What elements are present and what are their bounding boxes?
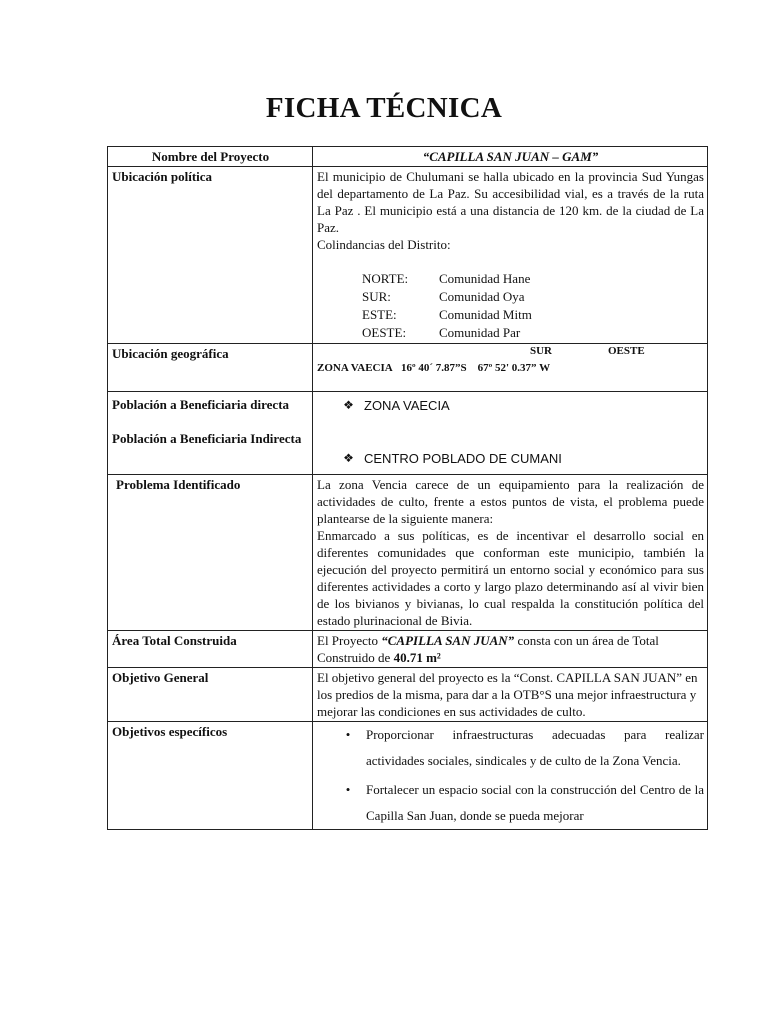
bullet-icon: •	[345, 727, 351, 742]
value-objetivo-general: El objetivo general del proyecto es la “Const. CAPILLA SAN JUAN” en los predios de la misma, para dar a la OTB°S una mejor infraestructura y mejorar las condiciones en sus actividades de culto.	[313, 668, 708, 722]
objetivo-item	[317, 722, 704, 774]
problema-text-2: Enmarcado a sus políticas, es de incentivar el desarrollo social en diferentes comunidades que conforman este municipio, también la ejecución del proyecto permitirá un entorno social y económico para sus diferentes actividades a corto y largo plazo determinando así al vivir bien de los bivianos y bivianas, lo cual respalda la constitución política del estado plurinacional de Bivia.	[317, 528, 704, 628]
colindancias-list	[362, 270, 704, 342]
bullet-icon: •	[345, 782, 351, 797]
area-pre: El Proyecto	[317, 633, 382, 648]
colindancia-name: Comunidad Oya	[439, 289, 525, 304]
colindancia-name: Comunidad Par	[439, 325, 521, 340]
colindancia-direction: SUR:	[362, 289, 391, 304]
label-ubicacion-politica: Ubicación política	[108, 167, 313, 344]
label-objetivo-general: Objetivo General	[108, 668, 313, 722]
value-nombre-proyecto: “CAPILLA SAN JUAN – GAM”	[313, 147, 708, 167]
colindancia-direction: NORTE:	[362, 271, 409, 286]
row-ubicacion-geografica	[108, 344, 708, 392]
colindancia-item	[362, 270, 704, 288]
value-area-total	[313, 631, 708, 668]
row-nombre-proyecto	[108, 147, 708, 167]
row-objetivos-especificos	[108, 722, 708, 830]
row-objetivo-general	[108, 668, 708, 722]
poblacion-indirecta-item	[317, 449, 704, 467]
objetivo-text: Proporcionar infraestructuras adecuadas para realizar actividades sociales, sindicales y de culto de la Zona Vencia.	[366, 727, 704, 768]
row-area-total	[108, 631, 708, 668]
value-ubicacion-geografica	[313, 344, 708, 392]
row-problema	[108, 475, 708, 631]
colindancias-label: Colindancias del Distrito:	[317, 237, 451, 252]
geo-col-oeste: OESTE	[608, 345, 645, 357]
label-ubicacion-geografica: Ubicación geográfica	[108, 344, 313, 392]
page-title: FICHA TÉCNICA	[265, 92, 503, 124]
area-project-name: “CAPILLA SAN JUAN”	[381, 633, 515, 648]
poblacion-directa-value: ZONA VAECIA	[364, 397, 450, 413]
colindancia-item	[362, 306, 704, 324]
poblacion-indirecta-value: CENTRO POBLADO DE CUMANI	[364, 450, 562, 466]
objetivo-item	[317, 777, 704, 829]
diamond-bullet-icon: ❖	[343, 398, 354, 412]
colindancia-item	[362, 288, 704, 306]
colindancia-item	[362, 324, 704, 342]
label-objetivos-especificos: Objetivos específicos	[108, 722, 313, 830]
colindancia-name: Comunidad Mitm	[439, 307, 532, 322]
problema-text-1: La zona Vencia carece de un equipamiento para la realización de actividades de culto, frente a estos puntos de vista, el problema puede plantearse de la siguiente manera:	[317, 477, 704, 526]
geo-column-headers	[317, 345, 704, 357]
label-poblacion-directa: Población a Beneficiaria directa	[112, 397, 290, 412]
value-ubicacion-politica	[313, 167, 708, 344]
objetivo-text: Fortalecer un espacio social con la construcción del Centro de la Capilla San Juan, donde se pueda mejorar	[366, 782, 704, 823]
diamond-bullet-icon: ❖	[343, 451, 354, 465]
value-poblacion	[313, 392, 708, 475]
geo-oeste-value: 67º 52' 0.37” W	[477, 362, 551, 374]
label-poblacion-indirecta: Población a Beneficiaria Indirecta	[112, 431, 302, 446]
poblacion-directa-item	[317, 396, 704, 414]
row-poblacion	[108, 392, 708, 475]
geo-sur-value: 16º 40´ 7.87”S	[400, 362, 467, 374]
colindancia-direction: OESTE:	[362, 325, 407, 340]
ficha-tecnica-table	[107, 146, 708, 830]
colindancia-direction: ESTE:	[362, 307, 397, 322]
area-value: 40.71 m²	[393, 650, 441, 665]
label-problema: Problema Identificado	[108, 475, 313, 631]
geo-col-sur: SUR	[530, 345, 553, 357]
geo-values	[317, 361, 704, 375]
value-objetivos-especificos	[313, 722, 708, 830]
label-nombre-proyecto: Nombre del Proyecto	[108, 147, 313, 167]
area-mid: consta con un área de Total Construido de	[317, 633, 659, 665]
value-problema	[313, 475, 708, 631]
label-poblacion	[108, 392, 313, 475]
geo-zona: ZONA VAECIA	[317, 362, 393, 374]
label-area-total: Área Total Construida	[108, 631, 313, 668]
colindancia-name: Comunidad Hane	[439, 271, 531, 286]
row-ubicacion-politica	[108, 167, 708, 344]
ubicacion-politica-text: El municipio de Chulumani se halla ubicado en la provincia Sud Yungas del departamento de La Paz. Su accesibilidad vial, es a través de la ruta La Paz . El municipio está a una distancia de 120 km. de la ciudad de La Paz.	[317, 169, 704, 235]
